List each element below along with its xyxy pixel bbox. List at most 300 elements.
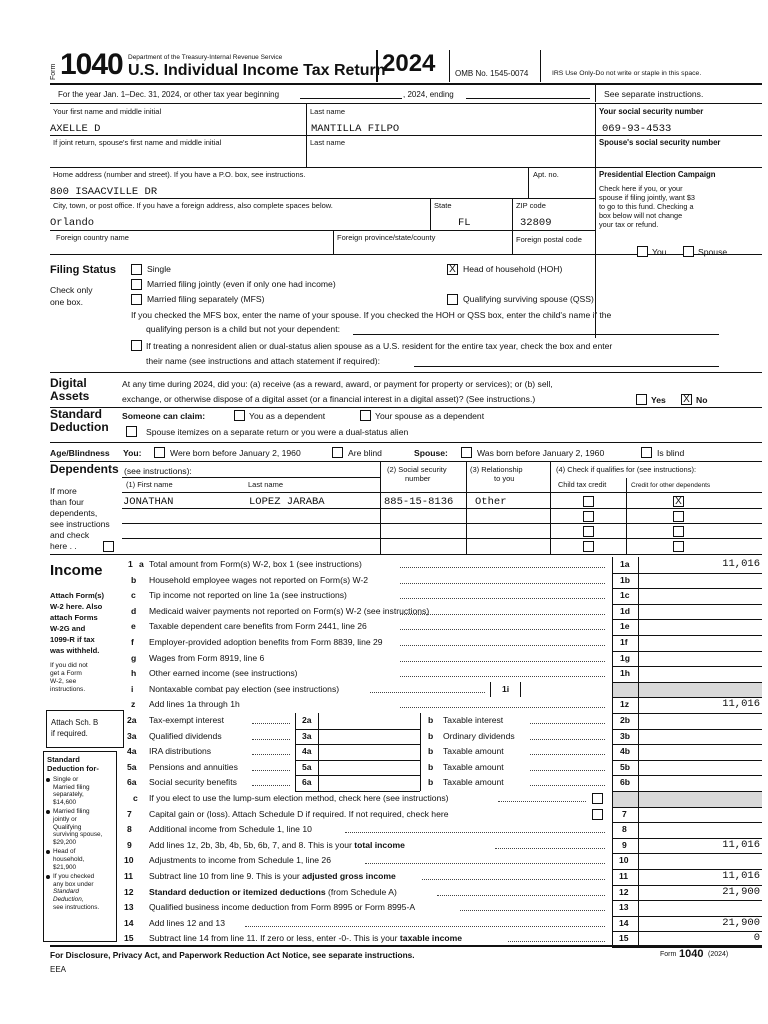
line-sub-5b: b: [428, 761, 434, 772]
amount-1a[interactable]: 11,016: [722, 558, 760, 570]
attach-note-4: W-2G and: [50, 624, 86, 633]
line-number-13: 13: [124, 902, 134, 913]
form-title: U.S. Individual Income Tax Return: [128, 62, 386, 79]
standard-deduction-title-1: Standard: [50, 407, 103, 421]
irs-use-only: IRS Use Only-Do not write or staple in this space.: [552, 70, 702, 77]
row-rule-3b: [612, 744, 762, 745]
line-label-6a: Social security benefits: [149, 777, 237, 788]
dot-leader-3a: [252, 739, 290, 740]
line-sub-6b: b: [428, 777, 434, 788]
sd-item-1-line-1: Single or: [53, 776, 79, 783]
dot-leader-4b: [530, 754, 605, 755]
dependents-side-2: than four: [50, 497, 84, 507]
dependent-4-odc-checkbox[interactable]: [673, 541, 684, 552]
pec-text-4: box below will not change: [599, 211, 683, 220]
line-label-14: [149, 918, 225, 929]
you-dependent-label: You as a dependent: [249, 411, 326, 421]
sd-title-2: Deduction for-: [47, 764, 99, 773]
line-sub-1d: d: [131, 605, 137, 616]
someone-can-claim: Someone can claim:: [122, 411, 206, 421]
line-sub-1h: h: [131, 668, 137, 679]
box-bottom-4a: [295, 760, 420, 761]
line-label-1g: Wages from Form 8919, line 6: [149, 652, 265, 663]
dependent-3-ctc-checkbox[interactable]: [583, 526, 594, 537]
dependent-2-odc-checkbox[interactable]: [673, 511, 684, 522]
foreign-postal-label: Foreign postal code: [516, 235, 582, 244]
inner-box-label-1i: 1i: [502, 683, 510, 694]
dot-leader-13: [460, 910, 605, 911]
sd-item-1-line-4: $14,600: [53, 798, 77, 806]
box-label-1e: 1e: [620, 621, 630, 632]
dependent-2-ctc-checkbox[interactable]: [583, 511, 594, 522]
more-dependents-checkbox[interactable]: [103, 541, 114, 552]
dot-leader-1e: [400, 629, 605, 630]
sd-item-4-line-4: Deduction,: [53, 896, 84, 903]
you-blind-checkbox[interactable]: [332, 447, 343, 458]
box-label-1b: 1b: [620, 574, 631, 585]
digital-assets-title-1: Digital: [50, 376, 87, 390]
row-rule-5b: [612, 775, 762, 776]
dependent-3-odc-checkbox[interactable]: [673, 526, 684, 537]
sd-item-2-line-2: jointly or: [53, 816, 77, 823]
box-divider-4a: [318, 744, 319, 760]
line-label-10: [149, 855, 331, 866]
you-born-before-label: Were born before January 2, 1960: [170, 448, 301, 458]
line-label-text-8: Additional income from Schedule 1, line 10: [149, 824, 312, 835]
line-sub-4b: b: [428, 746, 434, 757]
line-number-7: 7: [127, 808, 132, 819]
last-name-value[interactable]: MANTILLA FILPO: [311, 123, 400, 135]
capital-gain-checkbox[interactable]: [592, 809, 603, 820]
dot-leader-15: [508, 941, 605, 942]
sd-item-4-line-1: If you checked: [53, 873, 95, 881]
row-rule-6c: [612, 807, 762, 808]
dependent-first-name[interactable]: JONATHAN: [123, 496, 174, 508]
line-sub-1b: b: [131, 574, 137, 585]
qss-label: Qualifying surviving spouse (QSS): [463, 294, 594, 304]
nra-checkbox[interactable]: [131, 340, 142, 351]
line-number-14: 14: [124, 917, 134, 928]
box-divider-2a: [318, 713, 319, 729]
sd-item-3-line-3: $21,900: [53, 863, 77, 871]
sd-item-2-line-3: Qualifying: [53, 823, 82, 831]
box-bottom-3a: [295, 744, 420, 745]
line-label-1d: Medicaid waiver payments not reported on Form(s) W-2 (see instructions): [149, 605, 430, 616]
row-rule-1a: [612, 573, 762, 574]
spouse-born-before-label: Was born before January 2, 1960: [477, 448, 605, 458]
box-label-11: 11: [619, 871, 629, 881]
digital-assets-yes-label: Yes: [651, 395, 666, 405]
amount-14[interactable]: 21,900: [722, 916, 760, 929]
zip-value[interactable]: 32809: [520, 217, 552, 229]
box-label-8: 8: [622, 824, 627, 835]
line-number-15: 15: [124, 933, 134, 944]
line-number-2a: 2a: [127, 715, 137, 725]
line-number-8: 8: [127, 824, 132, 835]
no-w2-4: instructions.: [50, 686, 86, 693]
box-label-12: 12: [619, 886, 629, 897]
box-label-1h: 1h: [620, 668, 631, 679]
dep-col2-1: (2) Social security: [387, 465, 447, 474]
line-number-4a: 4a: [127, 746, 137, 757]
box-label-1f: 1f: [620, 637, 628, 647]
dep-col4: (4) Check if qualifies for (see instructions):: [556, 465, 697, 474]
age-spouse-label: Spouse:: [414, 448, 448, 458]
dot-leader-11: [422, 879, 605, 880]
age-blindness-title: Age/Blindness: [50, 448, 110, 458]
line-sub-1e: e: [131, 621, 136, 632]
line-label-12: [149, 887, 397, 898]
box-label-4a: 4a: [302, 746, 312, 757]
line-label-text-9: Add lines 1z, 2b, 3b, 4b, 5b, 6b, 7, and 8. This is your: [149, 839, 355, 850]
amount-15[interactable]: 0: [753, 932, 760, 945]
dot-leader-3b: [530, 739, 605, 740]
box-left-6a: [295, 775, 296, 791]
mfs-label: Married filing separately (MFS): [147, 294, 265, 304]
dot-leader-5b: [530, 770, 605, 771]
box-left-4a: [295, 744, 296, 760]
dot-leader-1a: [400, 567, 605, 568]
pec-you-label: You: [652, 247, 667, 257]
address-label: Home address (number and street). If you have a P.O. box, see instructions.: [53, 170, 306, 179]
box-divider-5a: [318, 760, 319, 776]
spouse-itemizes-checkbox[interactable]: [126, 426, 137, 437]
dot-leader-6b: [530, 785, 605, 786]
address-value[interactable]: 800 ISAACVILLE DR: [50, 186, 158, 198]
ssn-label: Your social security number: [599, 107, 704, 116]
line-label-bold-12: Standard deduction or itemized deductions: [149, 886, 326, 897]
box-divider-3a: [318, 729, 319, 745]
row-rule-1c: [612, 604, 762, 605]
dependent-ssn[interactable]: 885-15-8136: [384, 496, 454, 508]
line-label-5b: Taxable amount: [443, 761, 504, 772]
pec-you-checkbox[interactable]: [637, 246, 648, 257]
pec-text-3: to go to this fund. Checking a: [599, 202, 694, 211]
dot-leader-6c: [498, 801, 586, 802]
row-rule-2b: [612, 729, 762, 730]
row-rule-1b: [612, 588, 762, 589]
box-label-6b: 6b: [620, 777, 631, 788]
sd-item-4-line-2: any box under: [53, 880, 94, 888]
amount-9[interactable]: 11,016: [722, 838, 760, 851]
mfj-label: Married filing jointly (even if only one had income): [147, 279, 336, 289]
box-left-5a: [295, 760, 296, 776]
line-label-1c: Tip income not reported on line 1a (see instructions): [149, 590, 347, 601]
line-sub-6c: c: [133, 793, 138, 803]
dot-leader-6a: [252, 785, 290, 786]
city-value[interactable]: Orlando: [50, 217, 95, 229]
line-number-10: 10: [124, 855, 134, 866]
pec-text-2: spouse if filing jointly, want $3: [599, 193, 695, 202]
box-divider-6a: [318, 775, 319, 791]
income-title: Income: [50, 562, 103, 579]
you-born-before-checkbox[interactable]: [154, 447, 165, 458]
apt-label: Apt. no.: [533, 170, 559, 179]
pec-title: Presidential Election Campaign: [599, 170, 716, 179]
row-rule-4b: [612, 760, 762, 761]
row-rule-9: [612, 853, 762, 854]
footer-form-year: (2024): [708, 951, 729, 958]
row-rule-1z: [612, 713, 762, 714]
attach-note-3: attach Forms: [50, 613, 98, 622]
sch-b-1: Attach Sch. B: [51, 718, 99, 727]
dependents-side-3: dependents,: [50, 508, 98, 518]
line-label-11: [149, 871, 396, 882]
pec-spouse-label: Spouse: [698, 247, 728, 257]
pec-text-5: your tax or refund.: [599, 220, 659, 229]
sch-b-2: if required.: [51, 729, 88, 738]
dot-leader-1c: [400, 598, 605, 599]
sd-bullet-icon: [46, 778, 50, 782]
box-left-3a: [295, 729, 296, 745]
line-label-6b: Taxable amount: [443, 777, 504, 788]
line-label-1h: Other earned income (see instructions): [149, 668, 298, 679]
line-label-1z: Add lines 1a through 1h: [149, 699, 240, 710]
filing-status-hint-2: one box.: [50, 297, 83, 307]
line-label-text-7: Capital gain or (loss). Attach Schedule D if required. If not required, check here: [149, 808, 449, 819]
dot-leader-1f: [400, 645, 605, 646]
digital-assets-no-label: No: [696, 395, 708, 405]
line-label-1a: Total amount from Form(s) W-2, box 1 (see instructions): [149, 559, 362, 569]
lump-sum-checkbox[interactable]: [592, 793, 603, 804]
box-label-15: 15: [619, 933, 629, 944]
hoh-label: Head of household (HOH): [463, 264, 563, 274]
sd-item-4-line-3: Standard: [53, 888, 79, 896]
sd-title-1: Standard: [47, 755, 80, 764]
line-label-7: [149, 809, 449, 820]
line-number-3a: 3a: [127, 730, 137, 741]
digital-assets-yes-checkbox[interactable]: [636, 394, 647, 405]
mfs-note-1: If you checked the MFS box, enter the name of your spouse. If you checked the HOH or QSS box, enter the child's name if the: [131, 310, 612, 320]
line-sub-2b: b: [428, 715, 434, 725]
see-separate-instructions: See separate instructions.: [604, 89, 704, 99]
line-sub-1f: f: [131, 637, 134, 647]
dependent-relationship[interactable]: Other: [475, 496, 507, 508]
dep-col1b: Last name: [248, 480, 284, 489]
first-name-label: Your first name and middle initial: [53, 107, 162, 116]
department-line: Department of the Treasury-Internal Revenue Service: [128, 54, 283, 61]
line-label-1i: Nontaxable combat pay election (see instructions): [149, 683, 340, 694]
form-year: 2024: [382, 50, 436, 77]
attach-note-6: was withheld.: [50, 646, 100, 655]
spouse-dependent-checkbox[interactable]: [360, 410, 371, 421]
line-label-bold-15: taxable income: [399, 933, 463, 944]
dot-leader-1d: [400, 614, 605, 615]
box-label-4b: 4b: [620, 746, 631, 757]
sd-item-3-line-2: household,: [53, 856, 85, 863]
box-label-3a: 3a: [302, 730, 312, 741]
dependents-side-5: and check: [50, 530, 90, 540]
line-number-6a: 6a: [127, 777, 137, 788]
spouse-last-name-label: Last name: [310, 138, 346, 147]
single-label: Single: [147, 264, 171, 274]
nra-name-field[interactable]: [414, 366, 719, 367]
omb-number: OMB No. 1545-0074: [455, 69, 529, 78]
box-label-1z: 1z: [620, 699, 630, 710]
no-w2-3: W-2, see: [50, 678, 77, 685]
line-label-text-10: Adjustments to income from Schedule 1, line 26: [149, 855, 331, 866]
sd-item-3-line-1: Head of: [53, 848, 76, 856]
footer-eea: EEA: [50, 965, 67, 974]
footer-form-word: Form: [660, 951, 677, 958]
box-label-5a: 5a: [302, 761, 312, 772]
disclosure-notice: For Disclosure, Privacy Act, and Paperwork Reduction Act Notice, see separate instructions.: [50, 950, 415, 960]
dep-col4b: Credit for other dependents: [631, 482, 711, 489]
line-label-1e: Taxable dependent care benefits from Form 2441, line 26: [149, 621, 367, 632]
dot-leader-12: [437, 895, 605, 896]
dependents-title: Dependents: [50, 462, 119, 476]
box-label-7: 7: [622, 808, 627, 819]
dot-leader-1b: [400, 583, 605, 584]
line-number-5a: 5a: [127, 761, 137, 772]
line-sub-1i: i: [131, 683, 134, 694]
shaded-amount-1i: [639, 683, 762, 698]
line-label-4b: Taxable amount: [443, 746, 504, 757]
box-label-10: 10: [619, 855, 629, 866]
inner-box-divider-1i: [520, 682, 521, 698]
line-sub-1z: z: [131, 699, 136, 710]
standard-deduction-title-2: Deduction: [50, 420, 109, 434]
hoh-checkbox[interactable]: X: [447, 264, 458, 275]
line-label-8: [149, 824, 312, 835]
dot-leader-8: [345, 832, 605, 833]
line-number-12: 12: [124, 886, 134, 897]
line-number-1a: 1: [128, 559, 133, 569]
pec-spouse-checkbox[interactable]: [683, 246, 694, 257]
box-label-13: 13: [619, 902, 629, 913]
dep-col3-1: (3) Relationship: [470, 465, 523, 474]
box-bottom-6a: [295, 791, 420, 792]
no-w2-2: get a Form: [50, 670, 82, 677]
filing-status-hint-1: Check only: [50, 285, 93, 295]
line-label-3a: Qualified dividends: [149, 730, 222, 741]
dep-col2-2: number: [405, 474, 431, 483]
foreign-country-label: Foreign country name: [56, 233, 129, 242]
dot-leader-5a: [252, 770, 290, 771]
zip-label: ZIP code: [516, 201, 546, 210]
row-rule-1e: [612, 635, 762, 636]
first-name-value[interactable]: AXELLE D: [50, 123, 101, 135]
spouse-born-before-checkbox[interactable]: [461, 447, 472, 458]
dot-leader-1h: [400, 676, 605, 677]
line-label-2b: Taxable interest: [443, 715, 504, 725]
dep-col4a: Child tax credit: [558, 480, 607, 489]
box-right-3a: [420, 729, 421, 745]
dot-leader-1i: [370, 692, 485, 693]
city-label: City, town, or post office. If you have a foreign address, also complete spaces below.: [53, 201, 333, 210]
line-label-text-13: Qualified business income deduction from Form 8995 or Form 8995-A: [149, 902, 416, 913]
tax-year-begin-field[interactable]: [300, 98, 402, 99]
dependent-4-ctc-checkbox[interactable]: [583, 541, 594, 552]
mfs-note-2: qualifying person is a child but not your dependent:: [146, 324, 340, 334]
tax-year-end-field[interactable]: [466, 98, 590, 99]
line-label-text-11: Subtract line 10 from line 9. This is your: [149, 871, 303, 881]
single-checkbox[interactable]: [131, 264, 142, 275]
dependents-see: (see instructions):: [124, 466, 192, 476]
box-label-2a: 2a: [302, 715, 312, 725]
line-label-text-14: Add lines 12 and 13: [149, 917, 225, 928]
line-label-bold-9: total income: [354, 839, 405, 850]
spouse-blind-checkbox[interactable]: [641, 447, 652, 458]
box-label-5b: 5b: [620, 761, 631, 772]
line-label-1f: Employer-provided adoption benefits from Form 8839, line 29: [149, 637, 383, 647]
spouse-ssn-label: Spouse's social security number: [599, 138, 721, 147]
dependent-last-name[interactable]: LOPEZ JARABA: [249, 496, 325, 508]
box-label-1g: 1g: [620, 652, 631, 663]
box-label-6a: 6a: [302, 777, 312, 788]
box-right-6a: [420, 775, 421, 791]
box-label-1c: 1c: [620, 590, 630, 601]
line-sub-3b: b: [428, 730, 434, 741]
qss-checkbox[interactable]: [447, 294, 458, 305]
line-label-text-15: Subtract line 14 from line 11. If zero or less, enter -0-. This is your: [149, 933, 400, 944]
state-value[interactable]: FL: [458, 217, 471, 229]
line-label-bold-11: adjusted gross income: [302, 871, 396, 881]
mfj-checkbox[interactable]: [131, 279, 142, 290]
box-label-1d: 1d: [620, 605, 631, 616]
dependents-side-4: see instructions: [50, 519, 110, 529]
box-label-2b: 2b: [620, 715, 631, 725]
digital-assets-q1: At any time during 2024, did you: (a) receive (as a reward, award, or payment for property or services); or (b) sell,: [122, 379, 553, 389]
qualifying-person-field[interactable]: [353, 334, 719, 335]
box-right-4a: [420, 744, 421, 760]
amount-12[interactable]: 21,900: [722, 885, 760, 898]
form-number: 1040: [60, 48, 123, 81]
amount-11[interactable]: 11,016: [722, 870, 760, 882]
dependent-1-ctc-checkbox[interactable]: [583, 496, 594, 507]
dependent-1-odc-checkbox[interactable]: X: [673, 496, 684, 507]
last-name-label: Last name: [310, 107, 346, 116]
line-label-13: [149, 902, 415, 913]
box-label-14: 14: [619, 917, 629, 928]
age-you-label: You:: [123, 448, 142, 458]
dot-leader-2a: [252, 723, 290, 724]
box-label-9: 9: [622, 839, 627, 850]
dot-leader-14: [245, 926, 605, 927]
dot-leader-10: [365, 863, 605, 864]
line-sub-1c: c: [131, 590, 136, 601]
row-rule-12: [612, 900, 762, 901]
digital-assets-no-checkbox[interactable]: X: [681, 394, 692, 405]
shaded-box-6c: [613, 792, 638, 807]
row-rule-1d: [612, 619, 762, 620]
mfs-checkbox[interactable]: [131, 294, 142, 305]
line-label-2a: Tax-exempt interest: [149, 715, 224, 725]
nra-text-1: If treating a nonresident alien or dual-status alien spouse as a U.S. resident for the entire tax year, check the box and enter: [146, 341, 613, 351]
line-label-6c: If you elect to use the lump-sum election method, check here (see instructions): [149, 793, 449, 803]
row-rule-1f: [612, 651, 762, 652]
box-label-1a: 1a: [620, 559, 630, 569]
foreign-province-label: Foreign province/state/county: [337, 233, 436, 242]
you-dependent-checkbox[interactable]: [234, 410, 245, 421]
dot-leader-9: [495, 848, 605, 849]
filing-status-title: Filing Status: [50, 264, 116, 276]
ssn-value[interactable]: 069-93-4533: [602, 123, 672, 135]
line-sub-1a: a: [139, 559, 144, 569]
line-sub-1g: g: [131, 652, 137, 663]
line-label-15: [149, 933, 462, 944]
line-number-9: 9: [127, 839, 132, 850]
line-label-4a: IRA distributions: [149, 746, 212, 757]
line-label-9: [149, 840, 405, 851]
spouse-itemizes-label: Spouse itemizes on a separate return or you were a dual-status alien: [146, 427, 409, 437]
line-number-11: 11: [124, 871, 134, 881]
spouse-dependent-label: Your spouse as a dependent: [375, 411, 485, 421]
line-label-1b: Household employee wages not reported on Form(s) W-2: [149, 574, 369, 585]
digital-assets-title-2: Assets: [50, 389, 90, 403]
amount-1z[interactable]: 11,016: [722, 698, 760, 711]
dep-col3-2: to you: [494, 474, 515, 483]
